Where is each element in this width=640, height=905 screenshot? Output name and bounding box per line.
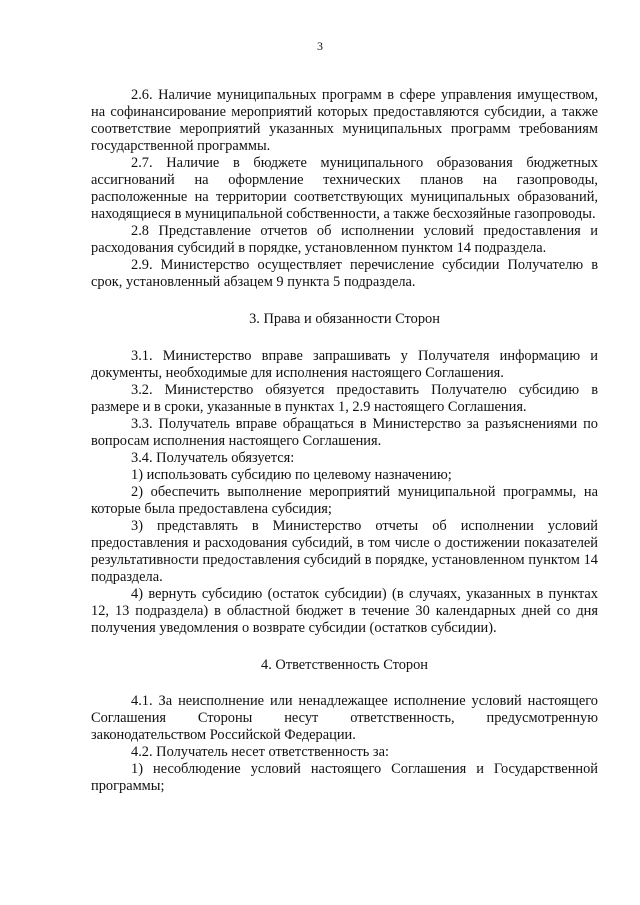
clause-3-4: 3.4. Получатель обязуется: (131, 450, 295, 466)
document-body (91, 87, 598, 795)
clause-2-6: 2.6. Наличие муниципальных программ в сфере управления имуществом, на софинансирование мероприятий которых предоставляются субсидии, а также соответствие мероприятий указанных муниципальных программ требованиям государственной программы. (91, 87, 598, 154)
clause-3-4-item-3: 3) представлять в Министерство отчеты об исполнении условий предоставления и расходования субсидий, в том числе о достижении показателей результативности предоставления субсидий в порядке, установленном пунктом 14 подраздела. (91, 518, 598, 585)
clause-3-3: 3.3. Получатель вправе обращаться в Министерство за разъяснениями по вопросам исполнения настоящего Соглашения. (91, 416, 598, 449)
clause-2-7: 2.7. Наличие в бюджете муниципального образования бюджетных ассигнований на оформление технических планов на газопроводы, расположенные на территории соответствующих муниципальных образований, находящиеся в муниципальной собственности, а также бесхозяйные газопроводы. (91, 155, 598, 222)
clause-3-1: 3.1. Министерство вправе запрашивать у Получателя информацию и документы, необходимые для исполнения настоящего Соглашения. (91, 348, 598, 381)
clause-4-2-item-1: 1) несоблюдение условий настоящего Соглашения и Государственной программы; (91, 761, 598, 794)
clause-3-4-item-1: 1) использовать субсидию по целевому назначению; (131, 467, 452, 483)
section-4-heading: 4. Ответственность Сторон (261, 657, 428, 673)
section-3-heading: 3. Права и обязанности Сторон (249, 311, 440, 327)
clause-3-2: 3.2. Министерство обязуется предоставить Получателю субсидию в размере и в сроки, указанные в пунктах 1, 2.9 настоящего Соглашения. (91, 382, 598, 415)
clause-4-1: 4.1. За неисполнение или ненадлежащее исполнение условий настоящего Соглашения Стороны несут ответственность, предусмотренную законодательством Российской Федерации. (91, 693, 598, 743)
clause-3-4-item-2: 2) обеспечить выполнение мероприятий муниципальной программы, на которые была предоставлена субсидия; (91, 484, 598, 517)
clause-4-2: 4.2. Получатель несет ответственность за: (131, 744, 390, 760)
clause-3-4-item-4: 4) вернуть субсидию (остаток субсидии) (в случаях, указанных в пунктах 12, 13 подраздела) в областной бюджет в течение 30 календарных дней со дня получения уведомления о возврате субсидии (остатков субсидии). (91, 586, 598, 636)
page-number: 3 (317, 39, 323, 53)
clause-2-8: 2.8 Представление отчетов об исполнении условий предоставления и расходования субсидий в порядке, установленном пунктом 14 подраздела. (91, 223, 598, 256)
clause-2-9: 2.9. Министерство осуществляет перечисление субсидии Получателю в срок, установленный абзацем 9 пункта 5 подраздела. (91, 257, 598, 290)
